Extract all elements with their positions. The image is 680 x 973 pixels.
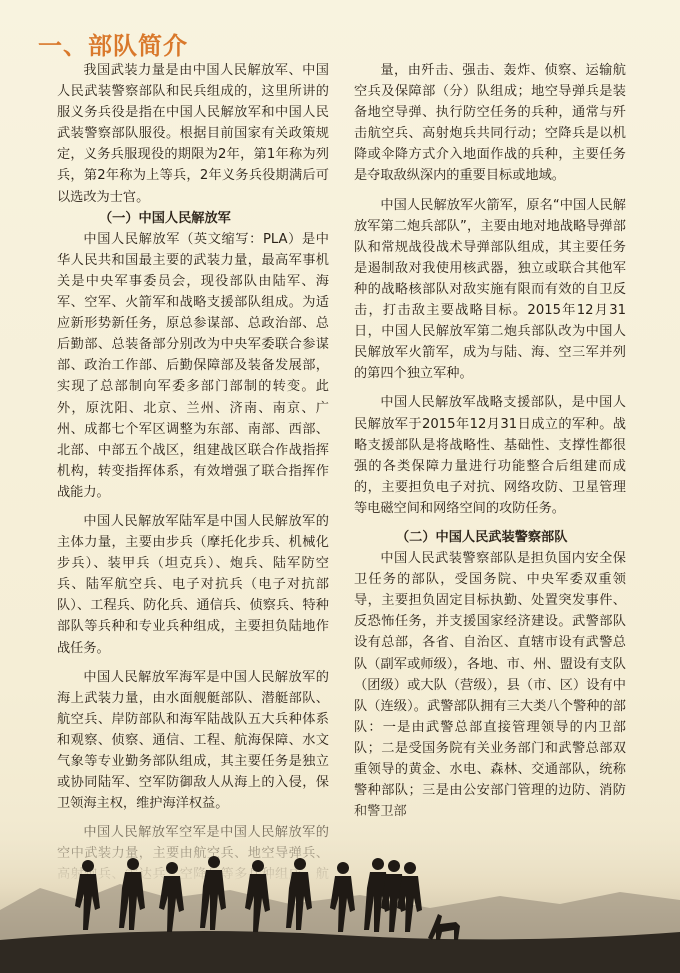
strategic-support-paragraph: 中国人民解放军战略支援部队，是中国人民解放军于2015年12月31日成立的军种。战略支援部队是将战略性、基础性、支撑性都很强的各类保障力量进行功能整合后组建而成的，主要担负电子对抗、网络攻防、卫星管理等电磁空间和网络空间的攻防任务。 [354,395,626,516]
rocket-force-paragraph: 中国人民解放军火箭军，原名“中国人民解放军第二炮兵部队”，主要由地对地战略导弹部队和常规战役战术导弹部队组成，其主要任务是遏制敌对我使用核武器，独立或联合其他军种的战略核部队对敌实施有限而有效的自卫反击，打击敌主要战略目标。2015年12月31日，中国人民解放军第二炮兵部队改为中国人民解放军火箭军，成为与陆、海、空三军并列的第四个独立军种。 [354,197,626,382]
pla-paragraph: 中国人民解放军（英文缩写：PLA）是中华人民共和国最主要的武装力量，最高军事机关是中央军事委员会，现役部队由陆军、海军、空军、火箭军和战略支援部队组成。为适应新形势新任务，原总参谋部、总政治部、总后勤部、总装备部分别改为中央军委联合参谋部、政治工作部、后勤保障部及装备发展部，实现了总部制向军委多部门部制的转变。此外，原沈阳、北京、兰州、济南、南京、广州、成都七个军区调整为东部、南部、西部、北部、中部五个战区，组建战区联合作战指挥机构，转变指挥体系，有效增强了联合指挥作战能力。 [57,231,329,500]
subhead-armed-police: （二）中国人民武装警察部队 [396,529,568,545]
airforce-continued-paragraph: 量，由歼击、强击、轰炸、侦察、运输航空兵及保障部（分）队组成；地空导弹兵是装备地空导弹、执行防空任务的兵种，通常与歼击航空兵、高射炮兵共同行动；空降兵是以机降或伞降方式介入地面作战的兵种，主要任务是夺取敌纵深内的重要目标或地域。 [354,63,626,184]
left-column [57,60,329,907]
soldiers-silhouette-scene [0,800,680,973]
section-title: 一、部队简介 [38,32,188,60]
intro-paragraph: 我国武装力量是由中国人民解放军、中国人民武装警察部队和民兵组成的，这里所讲的服义务兵役是指在中国人民解放军和中国人民武装警察部队服役。根据目前国家有关政策规定，义务兵服现役的期限为2年，第1年称为列兵，第2年称为上等兵，2年义务兵役期满后可以选改为士官。 [57,63,329,205]
right-column [354,60,626,822]
navy-paragraph: 中国人民解放军海军是中国人民解放军的海上武装力量，由水面舰艇部队、潜艇部队、航空兵、岸防部队和海军陆战队五大兵种体系和观察、侦察、通信、工程、航海保障、水文气象等专业勤务部队组成，其主要任务是独立或协同陆军、空军防御敌人从海上的入侵，保 [57,669,329,791]
armed-police-paragraph: 中国人民武装警察部队是担负国内安全保卫任务的部队，受国务院、中央军委双重领导，主要担负固定目标执勤、处置突发事件、反恐怖任务，并支援国家经济建设。武警部队设有总部，各省、自治区、直辖市设有武警总队（副军或师级），各地、市、州、盟设有支队（团级）或大队（营级），县（市、区）设有中队（连级）。武警部队拥有三大类八个警种的部队：一是由武警总部直接管理领导的内卫部队；二是受国务院有关业务部门和武警总部双重领导的黄金、水电、森林、交通部队，统称警种部队；三是由公安部门管理的边防、消防 [354,551,626,799]
army-paragraph: 中国人民解放军陆军是中国人民解放军的主体力量，主要由步兵（摩托化步兵、机械化步兵）、装甲兵（坦克兵）、炮兵、陆军防空兵、陆军航空兵、电子对抗兵（电子对抗部队）、工程兵、防化兵、通信兵、侦察兵、特种部队等兵种和专业兵种组成，主要担负陆地作战任务。 [57,513,329,656]
subhead-pla: （一）中国人民解放军 [99,210,231,226]
